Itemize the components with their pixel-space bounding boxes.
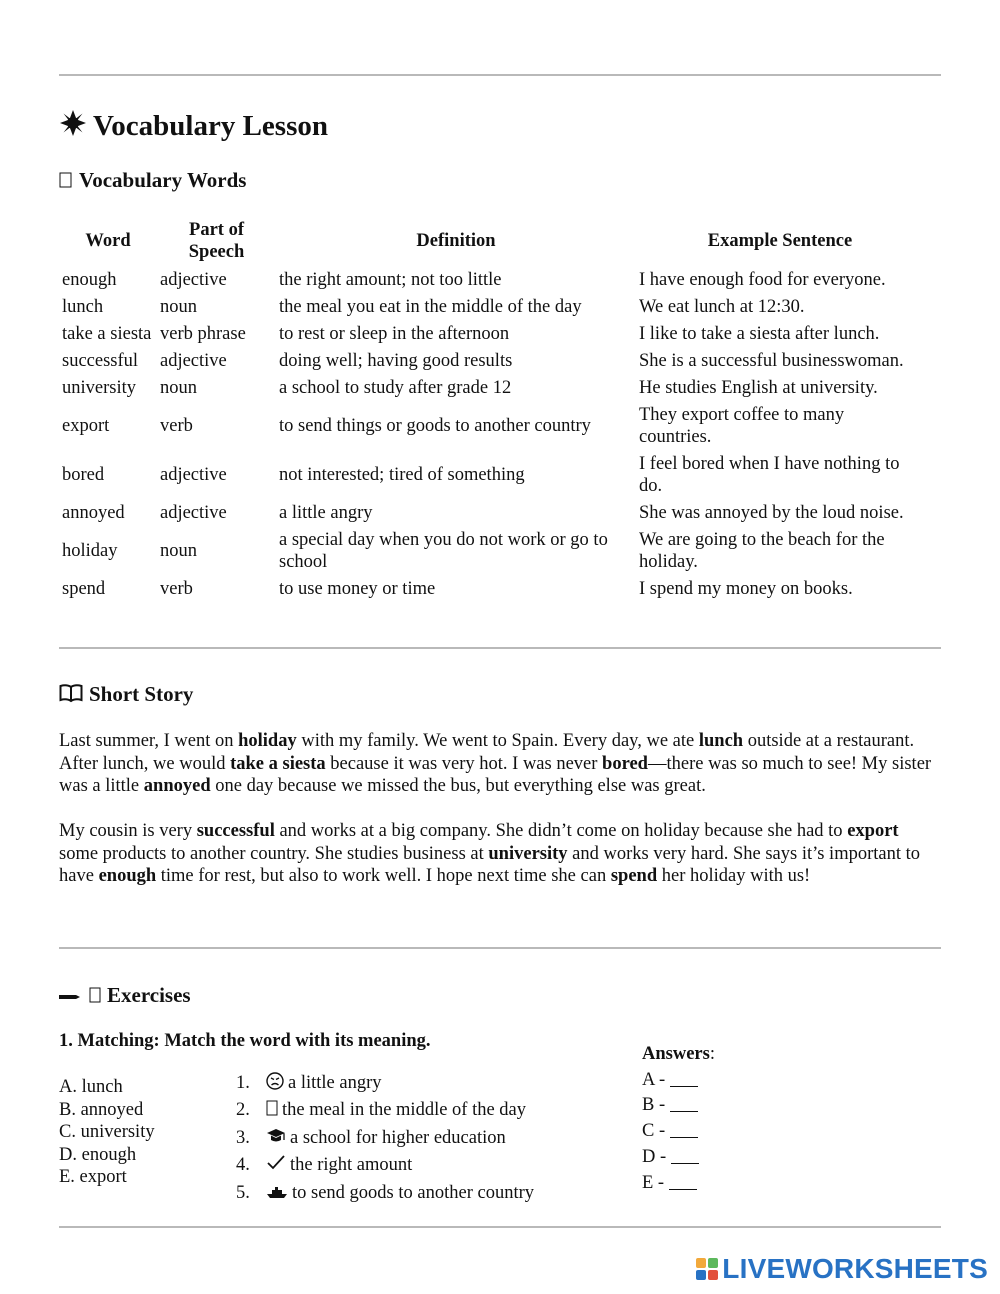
table-cell: She was annoyed by the loud noise. [639,502,904,523]
section-divider [59,947,941,949]
meaning-item [236,1071,534,1098]
vocabulary-table [59,216,924,602]
answer-blank[interactable] [670,1070,698,1087]
table-cell: verb [160,415,193,436]
vocab-word-highlight: spend [610,866,658,886]
answer-rows [642,1068,715,1197]
story-text: time for rest, but also to work well. I hope next time she can [156,866,611,886]
table-cell: a special day when you do not work or go to school [279,529,608,572]
exercises-heading: Exercises [59,982,191,1010]
meaning-list [236,1071,534,1208]
story-text: and works at a big company. She didn’t come on holiday because she had to [274,821,848,841]
table-cell: verb phrase [160,323,246,344]
story-text: My cousin is very [59,821,197,841]
table-row [59,320,924,347]
answer-blank[interactable] [669,1173,697,1190]
table-cell: annoyed [62,502,125,523]
column-header: Example Sentence [707,231,853,251]
table-cell: holiday [62,540,118,561]
meaning-item [236,1181,534,1208]
missing-glyph-icon [89,984,101,1010]
meaning-text: a school for higher education [290,1127,506,1148]
answer-letter: C - [642,1121,670,1142]
story-text: one day because we missed the bus, but everything else was great. [210,776,706,796]
table-row [59,374,924,401]
table-cell: They export coffee to many countries. [639,404,845,447]
answers-box [642,1042,715,1196]
matching-title: 1. Matching: Match the word with its meaning. [59,1031,431,1051]
answer-blank[interactable] [671,1147,699,1164]
table-cell: a school to study after grade 12 [279,377,512,398]
meaning-text: the meal in the middle of the day [282,1100,527,1121]
vocab-heading: Vocabulary Words [59,167,246,195]
table-cell: doing well; having good results [279,350,513,371]
story-paragraph [59,730,939,798]
table-cell: We eat lunch at 12:30. [639,296,805,317]
ship-icon [266,1183,288,1208]
word-option: E. export [59,1167,127,1188]
bottom-divider [59,1226,941,1228]
story-text: outside at a restaurant. After lunch, we would [59,731,915,774]
vocab-word-highlight: bored [602,753,648,774]
answer-blank[interactable] [670,1095,698,1112]
table-cell: bored [62,464,105,485]
meaning-number: 2. [236,1100,250,1121]
table-cell: adjective [160,502,227,523]
column-header: Word [85,231,131,251]
answer-row [642,1119,715,1145]
table-cell: university [62,377,136,398]
word-option: C. university [59,1122,155,1143]
column-header: Definition [416,231,496,251]
table-cell: take a siesta [62,323,152,344]
table-cell: I spend my money on books. [639,578,853,599]
logo-text: LIVEWORKSHEETS [722,1253,988,1284]
meaning-number: 5. [236,1182,250,1203]
table-cell: noun [160,540,197,561]
table-cell: the right amount; not too little [279,269,502,290]
vocab-word-highlight: lunch [698,731,744,751]
story-text: with my family. We went to Spain. Every day, we ate [296,731,699,751]
check-mark-icon [266,1154,286,1180]
flower-icon [59,109,87,146]
table-row [59,575,924,602]
table-cell: I have enough food for everyone. [639,269,886,290]
meaning-item [236,1098,534,1125]
table-cell: the meal you eat in the middle of the day [279,296,582,317]
page-title [59,108,328,146]
table-cell: to send things or goods to another country [279,415,591,436]
table-cell: We are going to the beach for the holiday. [639,529,885,572]
table-cell: noun [160,377,197,398]
story-text: —there was so much to see! My sister was a little [59,753,932,796]
answer-row [642,1171,715,1197]
meaning-text: the right amount [290,1155,413,1176]
vocab-word-highlight: take a siesta [230,753,326,774]
top-divider [59,74,941,76]
angry-face-icon [266,1072,284,1098]
missing-glyph-icon [59,169,73,195]
word-option: D. enough [59,1144,137,1165]
table-cell: I feel bored when I have nothing to do. [639,453,900,496]
table-cell: adjective [160,269,227,290]
story-text: some products to another country. She studies business at [59,843,489,864]
table-cell: a little angry [279,502,373,523]
pencil-icon [59,984,83,1010]
open-book-icon [59,683,83,709]
story-text: because it was very hot. I was never [325,753,603,774]
table-cell: enough [62,269,117,290]
story-heading: Short Story [59,681,193,709]
table-row [59,499,924,526]
story-text: and works very hard. She says it’s important to have [59,843,921,886]
missing-glyph-icon [266,1099,278,1125]
answer-row [642,1145,715,1171]
vocab-word-highlight: export [847,821,899,841]
table-cell: spend [62,578,106,599]
table-row [59,347,924,374]
meaning-text: to send goods to another country [292,1182,534,1203]
table-cell: verb [160,578,193,599]
vocab-word-highlight: annoyed [143,776,211,796]
answer-row [642,1068,715,1094]
vocab-word-highlight: enough [98,866,157,886]
answer-letter: B - [642,1095,670,1116]
table-cell: He studies English at university. [639,377,878,398]
vocab-word-highlight: successful [196,821,275,841]
table-cell: export [62,415,110,436]
meaning-item [236,1153,534,1180]
page-title-text: Vocabulary Lesson [93,110,329,142]
vocab-word-highlight: holiday [238,731,297,751]
meaning-item [236,1126,534,1153]
story-text: her holiday with us! [657,866,811,886]
answer-row [642,1093,715,1119]
vocabulary-table-body [59,266,924,602]
story-text: Last summer, I went on [59,731,239,751]
table-cell: adjective [160,464,227,485]
table-row [59,266,924,293]
table-cell: to use money or time [279,578,436,599]
answer-letter: D - [642,1146,671,1167]
story-paragraph [59,820,939,888]
meaning-number: 3. [236,1127,250,1148]
table-row [59,450,924,499]
answer-letter: A - [642,1069,670,1090]
table-row [59,293,924,320]
table-cell: successful [62,350,139,371]
section-divider [59,647,941,649]
table-header-row [59,216,924,266]
graduation-cap-icon [266,1127,286,1153]
word-option: B. annoyed [59,1099,144,1120]
table-cell: to rest or sleep in the afternoon [279,323,510,344]
table-row [59,526,924,575]
table-cell: She is a successful businesswoman. [639,350,904,371]
word-list [59,1076,155,1189]
liveworksheets-logo-icon [696,1258,718,1280]
answer-blank[interactable] [670,1121,698,1138]
answers-label: Answers: [642,1044,715,1064]
meaning-text: a little angry [288,1073,382,1093]
table-cell: adjective [160,350,227,371]
answer-letter: E - [642,1172,669,1193]
table-cell: not interested; tired of something [279,464,525,485]
table-cell: noun [160,296,197,317]
table-cell: lunch [62,296,104,317]
vocab-word-highlight: university [488,843,568,864]
liveworksheets-logo[interactable] [696,1254,988,1284]
column-header: Part of Speech [188,220,245,262]
table-cell: I like to take a siesta after lunch. [639,323,880,344]
meaning-number: 4. [236,1155,250,1176]
word-option: A. lunch [59,1077,123,1097]
meaning-number: 1. [236,1073,250,1093]
table-row [59,401,924,450]
